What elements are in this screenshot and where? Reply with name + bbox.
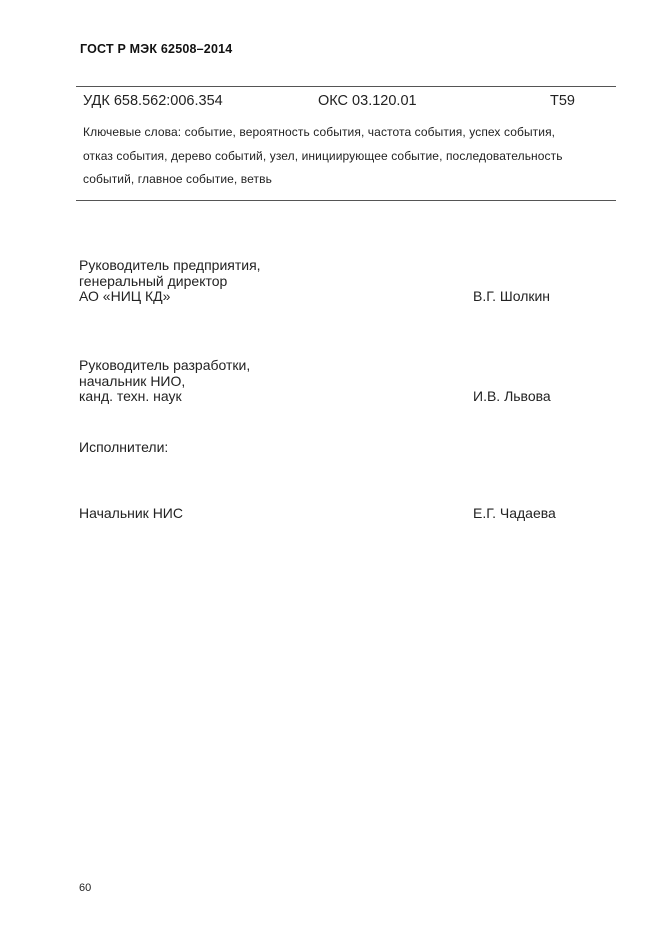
udk-code: УДК 658.562:006.354 xyxy=(83,93,223,109)
signatory-name: В.Г. Шолкин xyxy=(473,288,551,304)
executors-heading: Исполнители: xyxy=(79,439,169,455)
keywords-line: отказ события, дерево событий, узел, инициирующее событие, последовательность xyxy=(83,148,563,163)
executor-position: Начальник НИС xyxy=(79,505,183,521)
position-line: Руководитель предприятия, xyxy=(79,257,261,273)
keywords-line: событий, главное событие, ветвь xyxy=(83,172,272,186)
page-number: 60 xyxy=(79,882,92,894)
bottom-divider xyxy=(76,200,616,201)
top-divider xyxy=(76,86,616,87)
signatory-position xyxy=(79,358,250,405)
oks-code: ОКС 03.120.01 xyxy=(318,93,417,109)
classification-code: Т59 xyxy=(550,93,575,109)
position-line: генеральный директор xyxy=(79,272,228,289)
position-line: начальник НИО, xyxy=(79,372,186,389)
position-line: канд. техн. наук xyxy=(79,388,182,404)
executor-name: Е.Г. Чадаева xyxy=(473,505,556,521)
document-header: ГОСТ Р МЭК 62508–2014 xyxy=(80,42,233,56)
position-line: Руководитель разработки, xyxy=(79,357,251,373)
keywords-line: Ключевые слова: событие, вероятность события, частота события, успех события, xyxy=(83,125,556,139)
position-line: АО «НИЦ КД» xyxy=(79,288,171,304)
keywords-block xyxy=(83,121,623,192)
signatory-name: И.В. Львова xyxy=(473,388,551,404)
signatory-position xyxy=(79,258,261,305)
